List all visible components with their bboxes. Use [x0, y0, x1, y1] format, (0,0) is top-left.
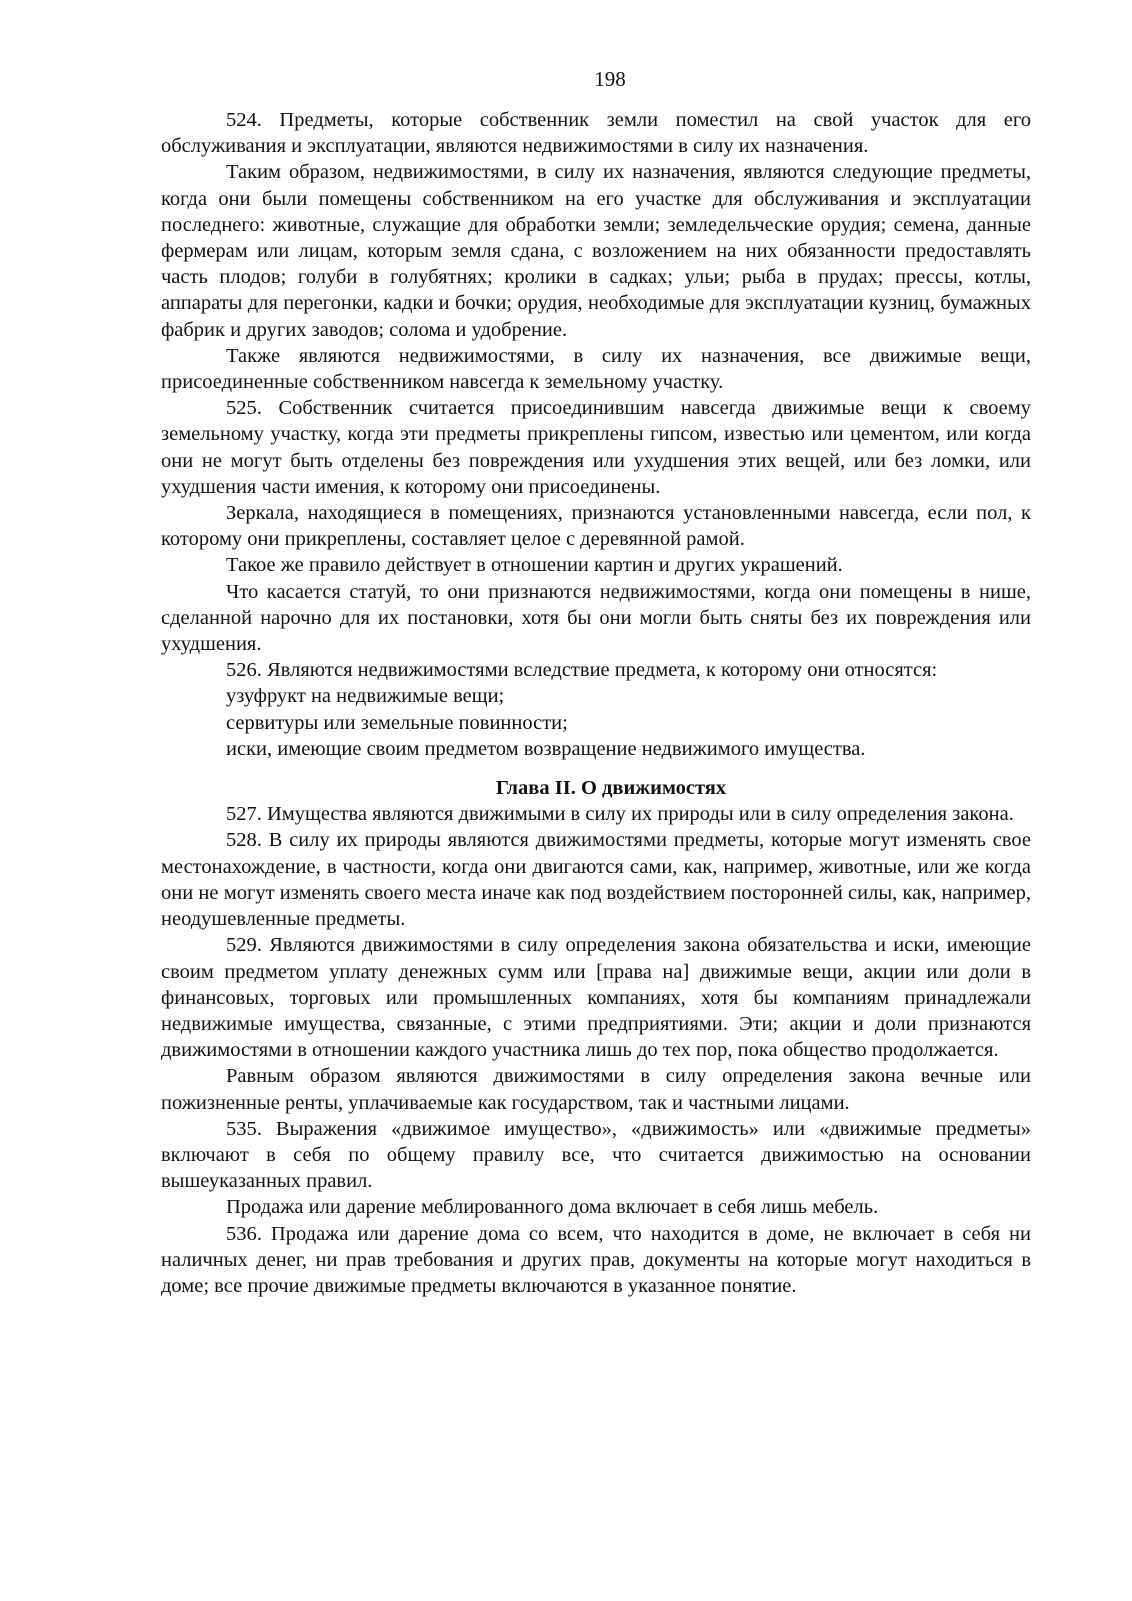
- paragraph: 524. Предметы, которые собственник земли поместил на свой участок для его обслуживания и эксплуатации, являются недвижимостями в силу их назначения.: [161, 109, 1031, 158]
- paragraph: Равным образом являются движимостями в силу определения закона вечные или пожизненные ренты, уплачиваемые как государством, так и частными лицами.: [161, 1065, 1031, 1114]
- page-content: [161, 107, 1031, 1299]
- paragraph: Зеркала, находящиеся в помещениях, признаются установленными навсегда, если пол, к которому они прикреплены, составляет целое с деревянной рамой.: [161, 502, 1031, 551]
- list-item: иски, имеющие своим предметом возвращение недвижимого имущества.: [226, 737, 866, 760]
- paragraph: 529. Являются движимостями в силу определения закона обязательства и иски, имеющие своим предметом уплату денежных сумм или [права на] движимые вещи, акции или доли в финансовых, торговых или промышленных компаниях, хотя бы компаниям принадлежали недвижимые имущества, связанные, с этими предприятиями. Эти; акции и доли признаются движимостями в отношении каждого участника лишь до тех пор, пока общество продолжается.: [161, 934, 1031, 1062]
- paragraph: Таким образом, недвижимостями, в силу их назначения, являются следующие предметы, когда они были помещены собственником на его участке для обслуживания и эксплуатации последнего: животные, служащие для обработки земли; земледельческие орудия; семена, данные фермерам или лицам, которым земля сдана, с возложением на них обязанности предоставлять часть плодов; голуби в голубятнях; кролики в садках; ульи; рыба в прудах; прессы, котлы, аппараты для перегонки, кадки и бочки; орудия, необходимые для эксплуатации кузниц, бумажных фабрик и других заводов; солома и удобрение.: [161, 161, 1031, 341]
- paragraph: 525. Собственник считается присоединившим навсегда движимые вещи к своему земельному участку, когда эти предметы прикреплены гипсом, известью или цементом, или когда они не могут быть отделены без повреждения или ухудшения этих вещей, или без ломки, или ухудшения части имения, к которому они присоединены.: [161, 397, 1031, 498]
- chapter-heading: Глава II. О движимостях: [495, 777, 727, 800]
- paragraph: 528. В силу их природы являются движимостями предметы, которые могут изменять свое местонахождение, в частности, когда они двигаются сами, как, например, животные, или же когда они не могут изменять своего места иначе как под воздействием посторонней силы, как, например, неодушевленные предметы.: [161, 829, 1031, 931]
- paragraph: Что касается статуй, то они признаются недвижимостями, когда они помещены в нише, сделанной нарочно для их постановки, хотя бы они могли быть сняты без их повреждения или ухудшения.: [161, 580, 1031, 656]
- page-number: 198: [594, 67, 626, 91]
- paragraph: 535. Выражения «движимое имущество», «движимость» или «движимые предметы» включают в себя по общему правилу все, что считается движимостью на основании вышеуказанных правил.: [161, 1117, 1031, 1193]
- paragraph: 536. Продажа или дарение дома со всем, что находится в доме, не включает в себя ни наличных денег, ни прав требования и других прав, документы на которые могут находиться в доме; все прочие движимые предметы включаются в указанное понятие.: [161, 1222, 1031, 1297]
- list-item: сервитуры или земельные повинности;: [226, 711, 568, 734]
- paragraph: 526. Являются недвижимостями вследствие предмета, к которому они относятся:: [226, 659, 938, 682]
- paragraph: 527. Имущества являются движимыми в силу их природы или в силу определения закона.: [226, 803, 1014, 826]
- paragraph: Такое же правило действует в отношении картин и других украшений.: [226, 554, 843, 577]
- list-item: узуфрукт на недвижимые вещи;: [226, 685, 505, 708]
- paragraph: Продажа или дарение меблированного дома включает в себя лишь мебель.: [226, 1196, 879, 1219]
- paragraph: Также являются недвижимостями, в силу их назначения, все движимые вещи, присоединенные собственником навсегда к земельному участку.: [161, 344, 1031, 394]
